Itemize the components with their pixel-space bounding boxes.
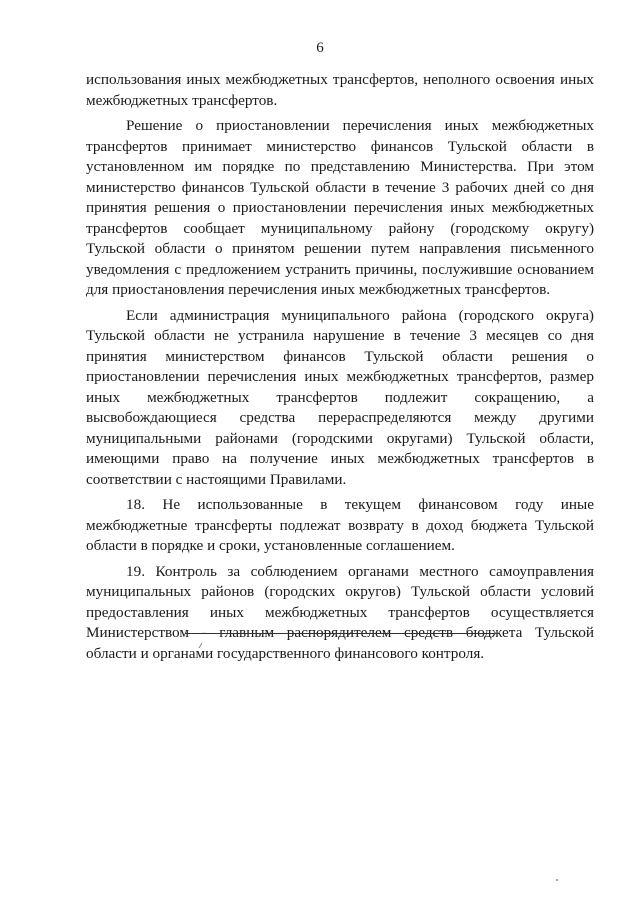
page-number: 6 — [316, 40, 324, 56]
end-separator-line — [185, 633, 494, 634]
paragraph-suspension-decision: Решение о приостановлении перечисления иных межбюджетных трансфертов принимает министерство финансов Тульской области в установленном им порядке по представлению Министерства. При этом министерство финансов Тульской области в течение 3 рабочих дней со дня принятия решения о приостановлении перечисления иных межбюджетных трансфертов сообщает муниципальному району (городскому округу) Тульской области о принятом решении путем направления письменного уведомления с предложением устранить причины, послужившие основанием для приостановления перечисления иных межбюджетных трансфертов. — [86, 117, 594, 298]
paragraph-item-19: 19. Контроль за соблюдением органами местного самоуправления муниципальных районов (городских округов) Тульской области условий предоставления иных межбюджетных трансфертов осуществляется Министерством - главным распорядителем средств бюджета Тульской области и органами государственного финансового контроля. — [86, 562, 594, 662]
paragraph-reduction: Если администрация муниципального района (городского округа) Тульской области не устранила нарушение в течение 3 месяцев со дня принятия министерством финансов Тульской области решения о приостановлении перечисления иных межбюджетных трансфертов, размер иных межбюджетных трансфертов подлежит сокращению, а высвобождающиеся средства перераспределяются между другими муниципальными районами (городскими округами) Тульской области, имеющими право на получение иных межбюджетных трансфертов в соответствии с настоящими Правилами. — [86, 306, 594, 488]
document-body — [86, 70, 594, 669]
scan-speck — [556, 879, 558, 881]
paragraph-continuation: использования иных межбюджетных трансфертов, неполного освоения иных межбюджетных трансфертов. — [86, 71, 594, 109]
paragraph-item-18: 18. Не использованные в текущем финансовом году иные межбюджетные трансферты подлежат возврату в доход бюджета Тульской области в порядке и сроки, установленные соглашением. — [86, 496, 594, 554]
